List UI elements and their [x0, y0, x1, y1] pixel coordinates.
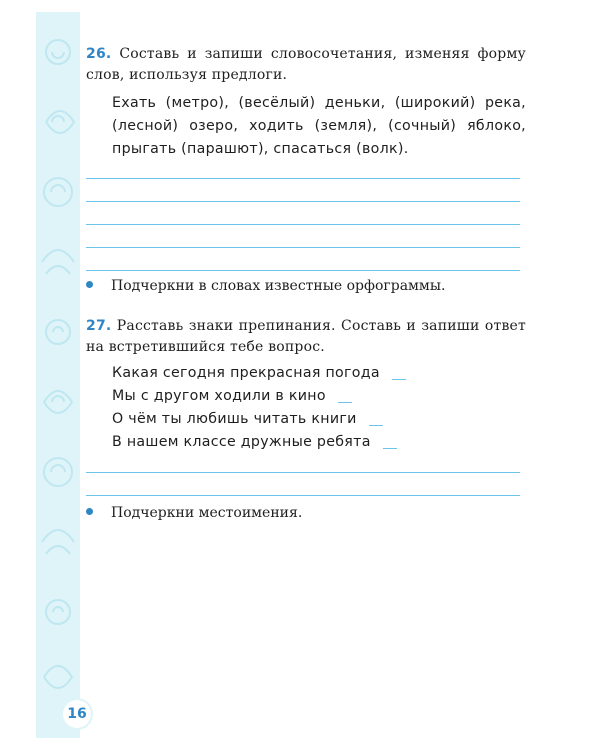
answer-line[interactable] — [86, 178, 520, 179]
punctuation-blank[interactable] — [392, 379, 406, 380]
task-26-exercise-text: Ехать (метро), (весёлый) деньки, (широкий) река, (лесной) озеро, ходить (земля), (сочный) яблоко, прыгать (парашют), спасаться (волк). — [112, 95, 526, 157]
answer-line[interactable] — [86, 247, 520, 248]
sentence-text: Мы с другом ходили в кино — [112, 388, 326, 404]
answer-line[interactable] — [86, 495, 520, 496]
task-27-heading — [86, 316, 526, 358]
punctuation-blank[interactable] — [369, 425, 383, 426]
sentence-item — [112, 408, 472, 431]
sentence-text: В нашем классе дружные ребята — [112, 434, 371, 450]
task-26-number: 26. — [86, 46, 112, 62]
task-27-number: 27. — [86, 318, 112, 334]
sentence-item — [112, 431, 472, 454]
answer-line[interactable] — [86, 472, 520, 473]
task-26-bullet — [86, 276, 526, 297]
decorative-margin — [36, 12, 80, 738]
sentence-item — [112, 362, 472, 385]
page-number: 16 — [63, 700, 91, 728]
punctuation-blank[interactable] — [338, 402, 352, 403]
task-27-sentences — [112, 362, 472, 454]
sentence-item — [112, 385, 472, 408]
task-27-bullet — [86, 503, 526, 524]
answer-line[interactable] — [86, 224, 520, 225]
task-26-bullet-text: Подчеркни в словах известные орфограммы. — [111, 278, 446, 294]
bullet-icon — [86, 508, 93, 515]
answer-line[interactable] — [86, 201, 520, 202]
sentence-text: О чём ты любишь читать книги — [112, 411, 357, 427]
punctuation-blank[interactable] — [383, 448, 397, 449]
task-26-instruction: Составь и запиши словосочетания, изменяя форму слов, используя предлоги. — [86, 46, 526, 83]
sentence-text: Какая сегодня прекрасная погода — [112, 365, 380, 381]
task-26-heading — [86, 44, 526, 86]
bullet-icon — [86, 281, 93, 288]
task-27-bullet-text: Подчеркни местоимения. — [111, 505, 303, 521]
answer-line[interactable] — [86, 270, 520, 271]
task-27-instruction: Расставь знаки препинания. Составь и запиши ответ на встретившийся тебе вопрос. — [86, 318, 526, 355]
